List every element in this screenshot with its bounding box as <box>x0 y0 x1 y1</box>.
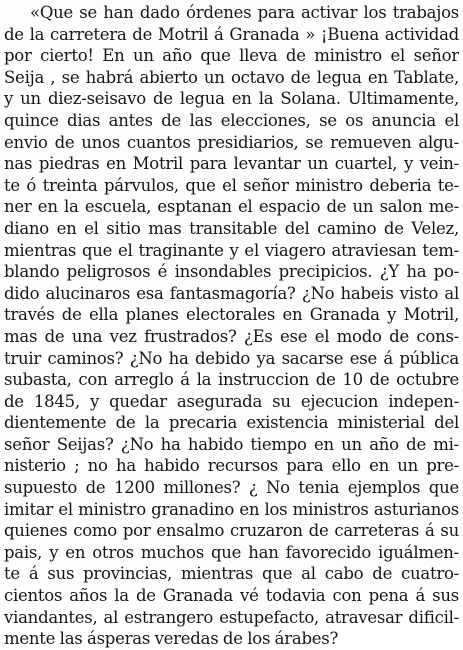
text-line: envio de unos cuantos presidiarios, se remueven algu- <box>4 132 459 152</box>
text-line: supuesto de 1200 millones? ¿ No tenia ejemplos que <box>4 478 459 498</box>
text-line: de la carretera de Motril á Granada » ¡Buena actividad <box>4 24 459 44</box>
text-line: señor Seijas? ¿No ha habido tiempo en un año de mi- <box>4 434 459 454</box>
text-line: nisterio ; no ha habido recursos para ello en un pre- <box>4 456 459 476</box>
text-line: diano en el sitio mas transitable del camino de Velez, <box>4 218 459 238</box>
text-line: por cierto! En un año que lleva de ministro el señor <box>4 46 459 66</box>
text-line: mas de una vez frustrados? ¿Es ese el modo de cons- <box>4 326 459 346</box>
text-line: subasta, con arreglo á la instruccion de 10 de octubre <box>4 370 459 390</box>
text-line: truir caminos? ¿No ha debido ya sacarse ese á pública <box>4 348 459 368</box>
text-line: «Que se han dado órdenes para activar los trabajos <box>30 3 459 22</box>
article-column <box>4 2 459 650</box>
text-line: dientemente de la precaria existencia ministerial del <box>4 413 459 433</box>
text-line: viandantes, al estrangero estupefacto, atravesar dificil- <box>4 607 459 627</box>
text-line: imitar el ministro granadino en los ministros asturianos <box>4 499 459 519</box>
text-line: pais, y en otros muchos que han favorecido iguálmen- <box>4 542 459 562</box>
text-line: te á sus provincias, mientras que al cabo de cuatro- <box>4 564 459 584</box>
text-line: mientras que el traginante y el viagero atraviesan tem- <box>4 240 459 260</box>
text-line: quienes como por ensalmo cruzaron de carreteras á su <box>4 521 459 541</box>
text-line: mente las ásperas veredas de los árabes? <box>4 629 339 649</box>
text-line: nas piedras en Motril para levantar un cuartel, y vein- <box>4 154 459 174</box>
text-line: te ó treinta párvulos, que el señor ministro deberia te- <box>4 175 459 195</box>
text-line: de 1845, y quedar asegurada su ejecucion indepen- <box>4 391 459 411</box>
text-line: blando peligrosos é insondables precipicios. ¿Y ha po- <box>4 262 459 282</box>
text-line: dido alucinaros esa fantasmagoría? ¿No habeis visto al <box>4 283 459 303</box>
text-line: quince dias antes de las elecciones, se os anuncia el <box>4 110 459 130</box>
text-line: cientos años la de Granada vé todavia con pena á sus <box>4 586 459 606</box>
text-line: Seija , se habrá abierto un octavo de legua en Tablate, <box>4 67 459 87</box>
text-line: ner en la escuela, esptanan el espacio de un salon me- <box>4 197 459 217</box>
text-line: y un diez-seisavo de legua en la Solana. Ultimamente, <box>4 89 459 109</box>
text-line: través de ella planes electorales en Granada y Motril, <box>4 305 459 325</box>
